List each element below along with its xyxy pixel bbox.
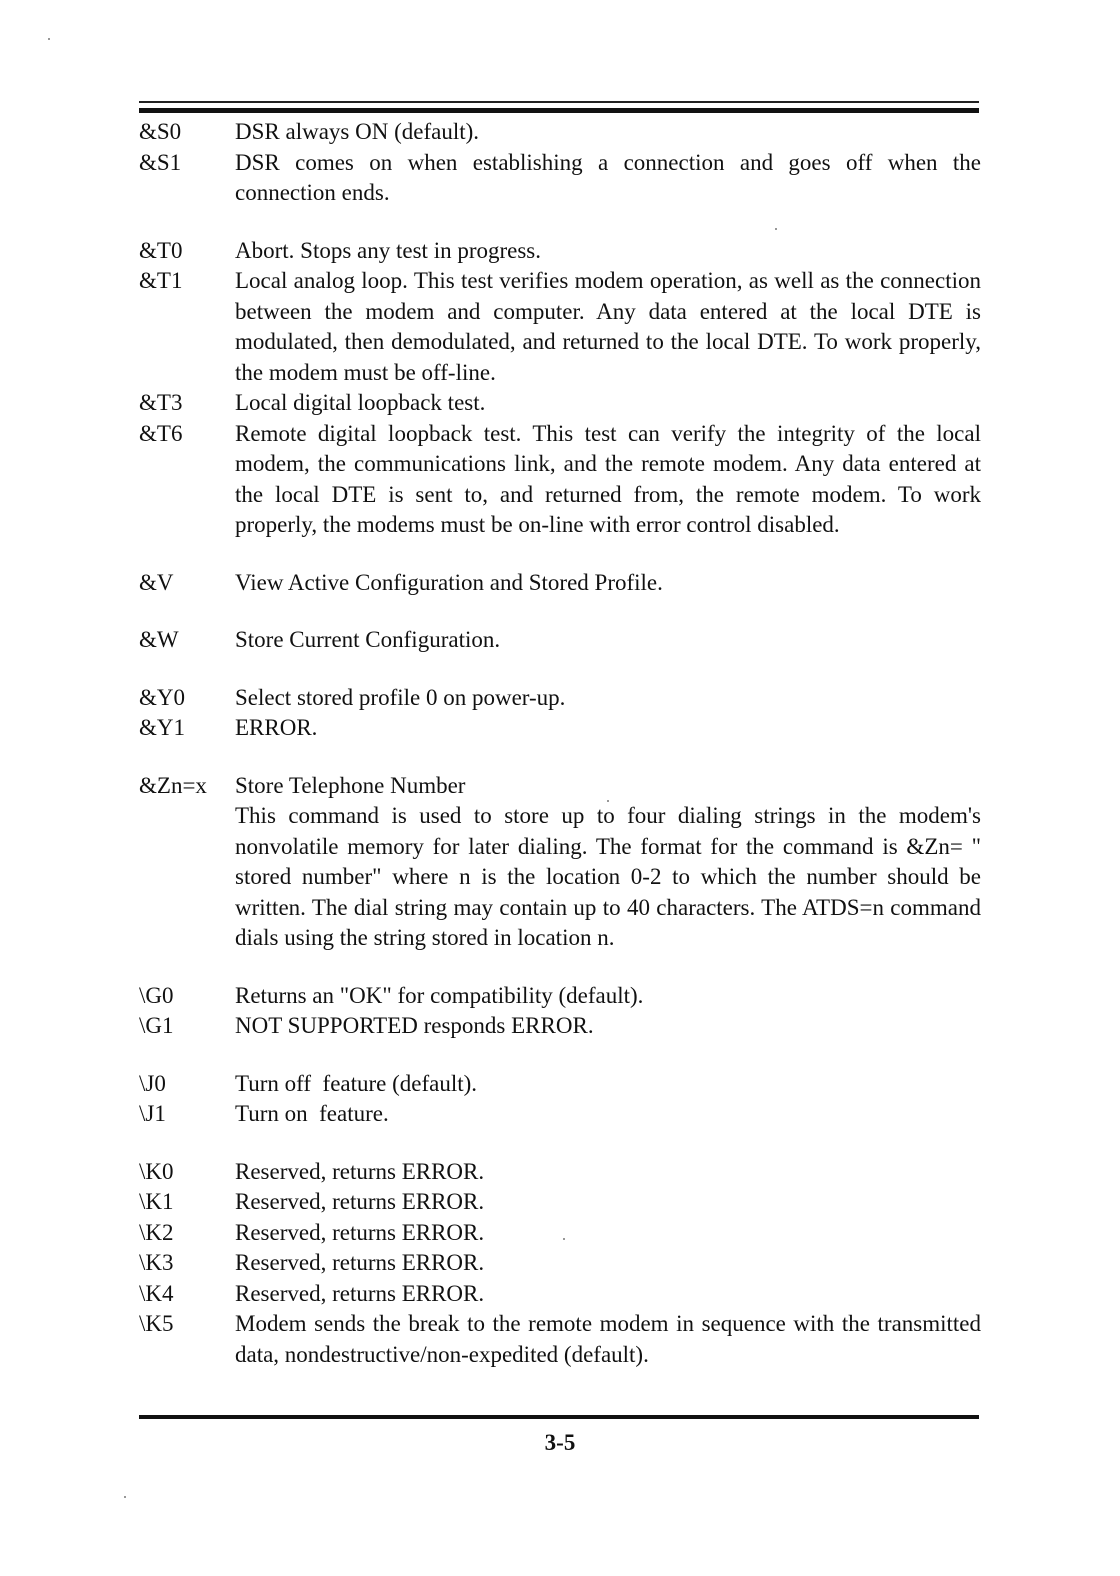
scan-speck	[563, 1238, 565, 1240]
command-group-v	[139, 568, 981, 599]
description-text: DSR comes on when establishing a connection and goes off when the connection ends.	[235, 149, 981, 205]
command-code: \K5	[139, 1311, 174, 1336]
command-code: \K0	[139, 1158, 174, 1184]
description-text: ERROR.	[235, 715, 318, 740]
command-description	[235, 1279, 981, 1310]
scan-speck	[775, 228, 777, 230]
command-entry	[139, 1187, 981, 1218]
description-text: View Active Configuration and Stored Profile.	[235, 569, 663, 595]
scan-speck	[48, 38, 50, 40]
command-code: \K4	[139, 1280, 174, 1306]
description-text: Store Current Configuration.	[235, 627, 501, 652]
command-description	[235, 419, 981, 541]
description-text: Reserved, returns ERROR.	[235, 1189, 485, 1214]
command-entry	[139, 148, 981, 209]
description-text: NOT SUPPORTED responds ERROR.	[235, 1013, 594, 1038]
command-code: &V	[139, 569, 174, 595]
description-text: Returns an "OK" for compatibility (default).	[235, 982, 644, 1008]
command-entry	[139, 266, 981, 388]
command-code: &S0	[139, 119, 182, 144]
command-description	[235, 981, 981, 1012]
command-description	[235, 148, 981, 209]
command-entry	[139, 981, 981, 1012]
command-entry	[139, 1279, 981, 1310]
command-code: \K1	[139, 1189, 174, 1214]
command-description	[235, 1069, 981, 1100]
command-group-w	[139, 625, 981, 656]
description-text: Local digital loopback test.	[235, 390, 486, 415]
command-list	[139, 117, 981, 1370]
description-text: Local analog loop. This test verifies modem operation, as well as the connection between the modem and computer. Any data entered at the local DTE is modulated, then demodulated, and returned to the local DTE. To work properly, the modem must be off-line.	[235, 268, 981, 385]
command-code: &S1	[139, 149, 182, 175]
command-group-y	[139, 683, 981, 744]
command-description	[235, 713, 981, 744]
command-entry	[139, 771, 981, 954]
description-text: Reserved, returns ERROR.	[235, 1219, 485, 1245]
command-entry	[139, 117, 981, 148]
command-group-s	[139, 117, 981, 209]
command-description	[235, 771, 981, 954]
command-code: &Y1	[139, 715, 185, 740]
command-description	[235, 1011, 981, 1042]
command-description	[235, 683, 981, 714]
command-entry	[139, 388, 981, 419]
command-description	[235, 1309, 981, 1370]
command-description	[235, 117, 981, 148]
command-group-k	[139, 1157, 981, 1371]
bottom-rule	[139, 1415, 979, 1419]
description-text: Reserved, returns ERROR.	[235, 1250, 485, 1275]
command-group-g	[139, 981, 981, 1042]
command-entry	[139, 1309, 981, 1370]
command-code: &T6	[139, 420, 183, 446]
command-code: &W	[139, 627, 179, 652]
command-code: &Y0	[139, 684, 185, 710]
description-text: Turn on feature.	[235, 1101, 389, 1126]
command-description	[235, 1157, 981, 1188]
command-entry	[139, 1157, 981, 1188]
description-text: Modem sends the break to the remote modem in sequence with the transmitted data, nondestructive/non-expedited (default).	[235, 1311, 981, 1367]
command-entry	[139, 1218, 981, 1249]
command-description	[235, 266, 981, 388]
command-description	[235, 236, 981, 267]
command-entry	[139, 236, 981, 267]
command-entry	[139, 1099, 981, 1130]
command-code: \J1	[139, 1101, 166, 1126]
scan-speck	[124, 1496, 126, 1498]
command-code: &T1	[139, 268, 183, 293]
command-entry	[139, 625, 981, 656]
description-text: Select stored profile 0 on power-up.	[235, 684, 566, 710]
command-description	[235, 1187, 981, 1218]
description-text: Reserved, returns ERROR.	[235, 1280, 485, 1306]
command-entry	[139, 1011, 981, 1042]
top-rule-thick	[139, 108, 979, 113]
command-code: \G0	[139, 982, 174, 1008]
description-text: Abort. Stops any test in progress.	[235, 237, 542, 263]
command-code: \K3	[139, 1250, 174, 1275]
command-description	[235, 1248, 981, 1279]
command-entry	[139, 1248, 981, 1279]
command-code: \K2	[139, 1219, 174, 1245]
command-entry	[139, 683, 981, 714]
command-description	[235, 388, 981, 419]
description-text: DSR always ON (default).	[235, 119, 480, 144]
command-code: &Zn=x	[139, 772, 207, 798]
command-code: \G1	[139, 1013, 174, 1038]
description-text: This command is used to store up to four dialing strings in the modem's nonvolatile memory for later dialing. The format for the command is &Zn= " stored number" where n is the location 0-2 to which the number should be written. The dial string may contain up to 40 characters. The ATDS=n command dials using the string stored in location n.	[235, 803, 981, 950]
description-text: Turn off feature (default).	[235, 1070, 478, 1096]
command-description	[235, 568, 981, 599]
top-rule-thin	[139, 101, 979, 103]
command-code: &T3	[139, 390, 183, 415]
command-entry	[139, 1069, 981, 1100]
command-description	[235, 1099, 981, 1130]
command-group-z	[139, 771, 981, 954]
scan-speck	[607, 800, 609, 802]
command-entry	[139, 419, 981, 541]
command-entry	[139, 713, 981, 744]
command-group-j	[139, 1069, 981, 1130]
page-number: 3-5	[544, 1430, 576, 1455]
command-code: &T0	[139, 237, 183, 263]
command-entry	[139, 568, 981, 599]
command-description	[235, 1218, 981, 1249]
command-code: \J0	[139, 1070, 166, 1096]
command-description	[235, 625, 981, 656]
description-text: Remote digital loopback test. This test can verify the integrity of the local modem, the communications link, and the remote modem. Any data entered at the local DTE is sent to, and returned from, the remote modem. To work properly, the modems must be on-line with error control disabled.	[235, 420, 981, 537]
description-text: Reserved, returns ERROR.	[235, 1158, 485, 1184]
description-heading: Store Telephone Number	[235, 772, 466, 798]
command-group-t	[139, 236, 981, 541]
